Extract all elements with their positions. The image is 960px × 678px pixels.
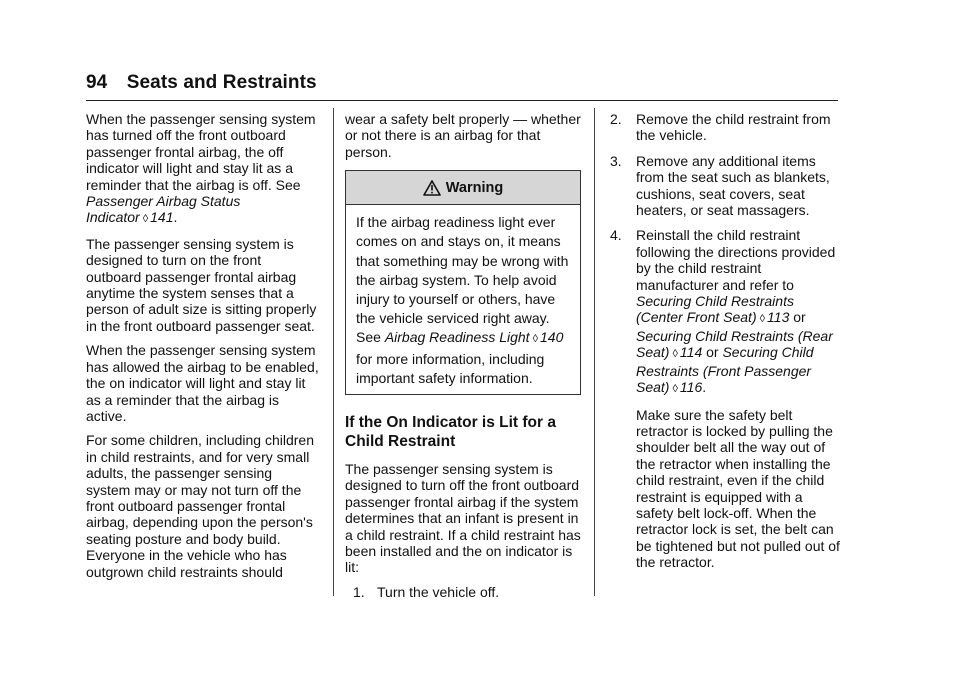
step-text: Reinstall the child restraint following the directions provided by the child restraint manufacturer and refer to Securing Child Restraints (Center Front Seat) ◊ 113 or Securing Child Restraints (Rear Seat) ◊ 114 or Securing Child Restraints (Front Passenger Seat) ◊ 116. — [636, 227, 836, 396]
page-reference-icon: ◊ — [532, 333, 539, 346]
column-divider-1 — [333, 108, 334, 596]
warning-header — [346, 171, 580, 205]
page-reference-icon: ◊ — [759, 313, 766, 326]
warning-triangle-icon — [423, 180, 441, 196]
cross-reference[interactable]: Securing Child Restraints (Rear Seat) — [636, 327, 833, 361]
step-number: 3. — [610, 152, 622, 169]
cross-reference[interactable]: Airbag Readiness Light — [384, 329, 530, 346]
warning-body: If the airbag readiness light ever comes on and stays on, it means that something may be wrong with the airbag system. To help avoid injury to yourself or others, have the vehicle serviced right away. See Airbag Readiness Light ◊ 140 for more information, including important safety information. — [356, 214, 569, 386]
paragraph: When the passenger sensing system has allowed the airbag to be enabled, the on indicator will light and stay lit as a reminder that the airbag is active. — [86, 342, 319, 424]
page-reference[interactable]: 140 — [540, 329, 564, 346]
page-reference[interactable]: 116 — [679, 379, 703, 396]
list-item — [610, 111, 842, 144]
page-reference[interactable]: 113 — [767, 309, 790, 326]
page-number: 94 — [86, 72, 108, 93]
page-reference-icon: ◊ — [142, 213, 149, 226]
paragraph: The passenger sensing system is designed to turn on the front outboard passenger frontal airbag anytime the system senses that a person of adult size is sitting properly in the front outboard passenger seat. — [86, 235, 317, 334]
step-subparagraph: Make sure the safety belt retractor is locked by pulling the shoulder belt all the way out of the retractor when installing the child restraint, even if the child restraint is equipped with a safety belt lock-off. When the retractor lock is set, the belt can be tightened but not pulled out of the retractor. — [636, 406, 840, 571]
column-divider-2 — [594, 108, 595, 596]
cross-reference[interactable]: Securing Child Restraints (Front Passenger Seat) — [636, 344, 814, 396]
paragraph: The passenger sensing system is designed to turn off the front outboard passenger frontal airbag if the system determines that an infant is present in a child restraint. If a child restraint has been installed and the on indicator is lit: — [345, 461, 581, 576]
step-number: 1. — [353, 583, 365, 600]
page-reference[interactable]: 114 — [679, 344, 703, 361]
paragraph: When the passenger sensing system has turned off the front outboard passenger frontal airbag, the off indicator will light and stay lit as a reminder that the airbag is off. See Passenger Airbag Status Indicator ◊ 141. — [86, 111, 316, 226]
column-3 — [610, 111, 842, 580]
section-subheading: If the On Indicator is Lit for a Child Restraint — [345, 414, 556, 451]
header-rule — [86, 100, 838, 101]
page-reference-icon: ◊ — [672, 383, 678, 396]
cross-reference[interactable]: Securing Child Restraints (Center Front Seat) — [636, 293, 794, 326]
cross-reference[interactable]: Passenger Airbag Status Indicator — [86, 193, 241, 226]
step-text: Remove any additional items from the seat such as blankets, cushions, seat covers, seat heaters, or seat massagers. — [636, 152, 830, 219]
step-text: Turn the vehicle off. — [377, 583, 500, 600]
page-header — [86, 72, 317, 94]
warning-box — [345, 170, 581, 395]
step-text: Remove the child restraint from the vehicle. — [636, 111, 831, 144]
list-item — [353, 584, 581, 600]
column-1 — [86, 111, 320, 588]
list-item — [610, 153, 842, 219]
step-number: 2. — [610, 111, 622, 127]
page-reference[interactable]: 141 — [150, 209, 174, 226]
step-number: 4. — [610, 227, 622, 244]
paragraph: wear a safety belt properly — whether or not there is an airbag for that person. — [345, 111, 581, 160]
warning-title: Warning — [445, 179, 504, 196]
column-2 — [345, 111, 581, 609]
page-reference-icon: ◊ — [672, 348, 678, 361]
section-title: Seats and Restraints — [126, 72, 317, 93]
list-item — [610, 227, 842, 570]
paragraph: For some children, including children in child restraints, and for very small adults, the passenger sensing system may or may not turn off the front outboard passenger frontal airbag, depending upon the person's seating posture and body build. Everyone in the vehicle who has outgrown child restraints should — [86, 432, 314, 580]
